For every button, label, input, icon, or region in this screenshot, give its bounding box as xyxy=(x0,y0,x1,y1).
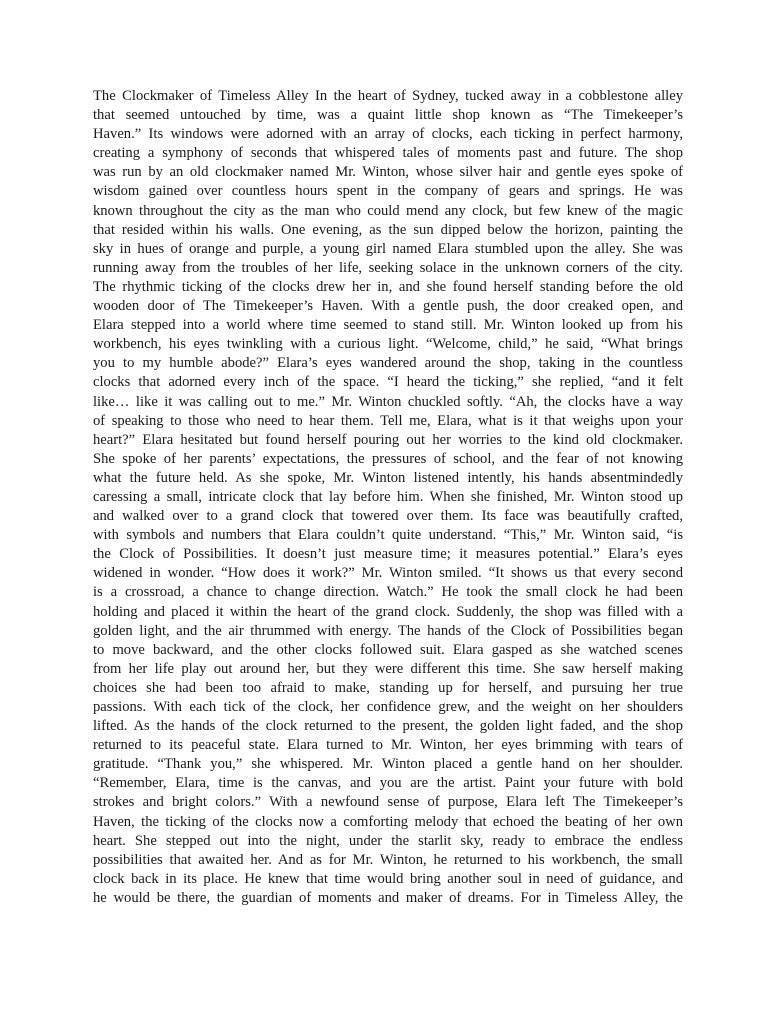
text-line: choices she had been too afraid to make, standing up for herself, and pursuing her true xyxy=(93,679,683,696)
text-line: workbench, his eyes twinkling with a curious light. “Welcome, child,” he said, “What brings xyxy=(93,336,683,353)
text-line: creating a symphony of seconds that whispered tales of moments past and future. The shop xyxy=(93,145,683,162)
text-line: like… like it was calling out to me.” Mr. Winton chuckled softly. “Ah, the clocks have a way xyxy=(93,393,683,410)
text-line: from her life play out around her, but they were different this time. She saw herself making xyxy=(93,660,683,677)
text-line: “Remember, Elara, time is the canvas, and you are the artist. Paint your future with bold xyxy=(93,775,683,792)
text-line: clocks that adorned every inch of the space. “I heard the ticking,” she replied, “and it felt xyxy=(93,374,683,391)
text-line: wooden door of The Timekeeper’s Haven. With a gentle push, the door creaked open, and xyxy=(93,298,683,315)
text-line: passions. With each tick of the clock, her confidence grew, and the weight on her shoulders xyxy=(93,699,683,715)
text-line: with symbols and numbers that Elara couldn’t quite understand. “This,” Mr. Winton said, “is xyxy=(93,527,683,544)
text-line: strokes and bright colors.” With a newfound sense of purpose, Elara left The Timekeeper’s xyxy=(93,794,683,811)
text-line: She spoke of her parents’ expectations, the pressures of school, and the fear of not knowing xyxy=(93,450,683,467)
text-line: and walked over to a grand clock that towered over them. Its face was beautifully crafted, xyxy=(93,508,683,525)
text-line: holding and placed it within the heart of the grand clock. Suddenly, the shop was filled with a xyxy=(93,603,683,620)
text-line: golden light, and the air thrummed with energy. The hands of the Clock of Possibilities began xyxy=(93,622,683,639)
text-line: The Clockmaker of Timeless Alley In the heart of Sydney, tucked away in a cobblestone alley xyxy=(93,88,683,104)
text-line: lifted. As the hands of the clock returned to the present, the golden light faded, and the shop xyxy=(93,718,683,735)
text-line: the Clock of Possibilities. It doesn’t just measure time; it measures potential.” Elara’s eyes xyxy=(93,546,683,563)
text-line: running away from the troubles of her life, seeking solace in the unknown corners of the city. xyxy=(93,259,683,276)
text-line: heart. She stepped out into the night, under the starlit sky, ready to embrace the endless xyxy=(93,832,683,849)
text-line: clock back in its place. He knew that time would bring another soul in need of guidance, and xyxy=(93,870,683,887)
text-line: was run by an old clockmaker named Mr. Winton, whose silver hair and gentle eyes spoke of xyxy=(93,164,683,181)
text-line: to move backward, and the other clocks followed suit. Elara gasped as she watched scenes xyxy=(93,641,683,658)
text-line: that resided within his walls. One evening, as the sun dipped below the horizon, painting the xyxy=(93,221,683,238)
text-line: what the future held. As she spoke, Mr. Winton listened intently, his hands absentmindedly xyxy=(93,469,683,486)
text-line: he would be there, the guardian of moments and maker of dreams. For in Timeless Alley, the xyxy=(93,889,683,906)
text-line: caressing a small, intricate clock that lay before him. When she finished, Mr. Winton stood up xyxy=(93,488,683,505)
text-line: Haven, the ticking of the clocks now a comforting melody that echoed the beating of her own xyxy=(93,813,683,830)
text-line: is a crossroad, a chance to change direction. Watch.” He took the small clock he had been xyxy=(93,584,683,601)
story-text xyxy=(93,87,683,908)
text-line: gratitude. “Thank you,” she whispered. Mr. Winton placed a gentle hand on her shoulder. xyxy=(93,756,683,773)
text-line: you to my humble abode?” Elara’s eyes wandered around the shop, taking in the countless xyxy=(93,355,683,372)
text-line: heart?” Elara hesitated but found herself pouring out her worries to the kind old clockmaker. xyxy=(93,431,683,448)
text-line: Haven.” Its windows were adorned with an array of clocks, each ticking in perfect harmony, xyxy=(93,126,683,143)
text-line: of speaking to those who need to hear them. Tell me, Elara, what is it that weighs upon your xyxy=(93,412,683,429)
text-line: that seemed untouched by time, was a quaint little shop known as “The Timekeeper’s xyxy=(93,107,683,124)
text-line: possibilities that awaited her. And as for Mr. Winton, he returned to his workbench, the small xyxy=(93,851,683,868)
text-line: known throughout the city as the man who could mend any clock, but few knew of the magic xyxy=(93,202,683,219)
text-line: returned to its peaceful state. Elara turned to Mr. Winton, her eyes brimming with tears of xyxy=(93,737,683,754)
text-line: Elara stepped into a world where time seemed to stand still. Mr. Winton looked up from his xyxy=(93,317,683,334)
text-line: The rhythmic ticking of the clocks drew her in, and she found herself standing before the old xyxy=(93,278,683,295)
text-line: wisdom gained over countless hours spent in the company of gears and springs. He was xyxy=(93,183,683,200)
text-line: widened in wonder. “How does it work?” Mr. Winton smiled. “It shows us that every second xyxy=(93,565,683,582)
text-line: sky in hues of orange and purple, a young girl named Elara stumbled upon the alley. She was xyxy=(93,240,683,257)
